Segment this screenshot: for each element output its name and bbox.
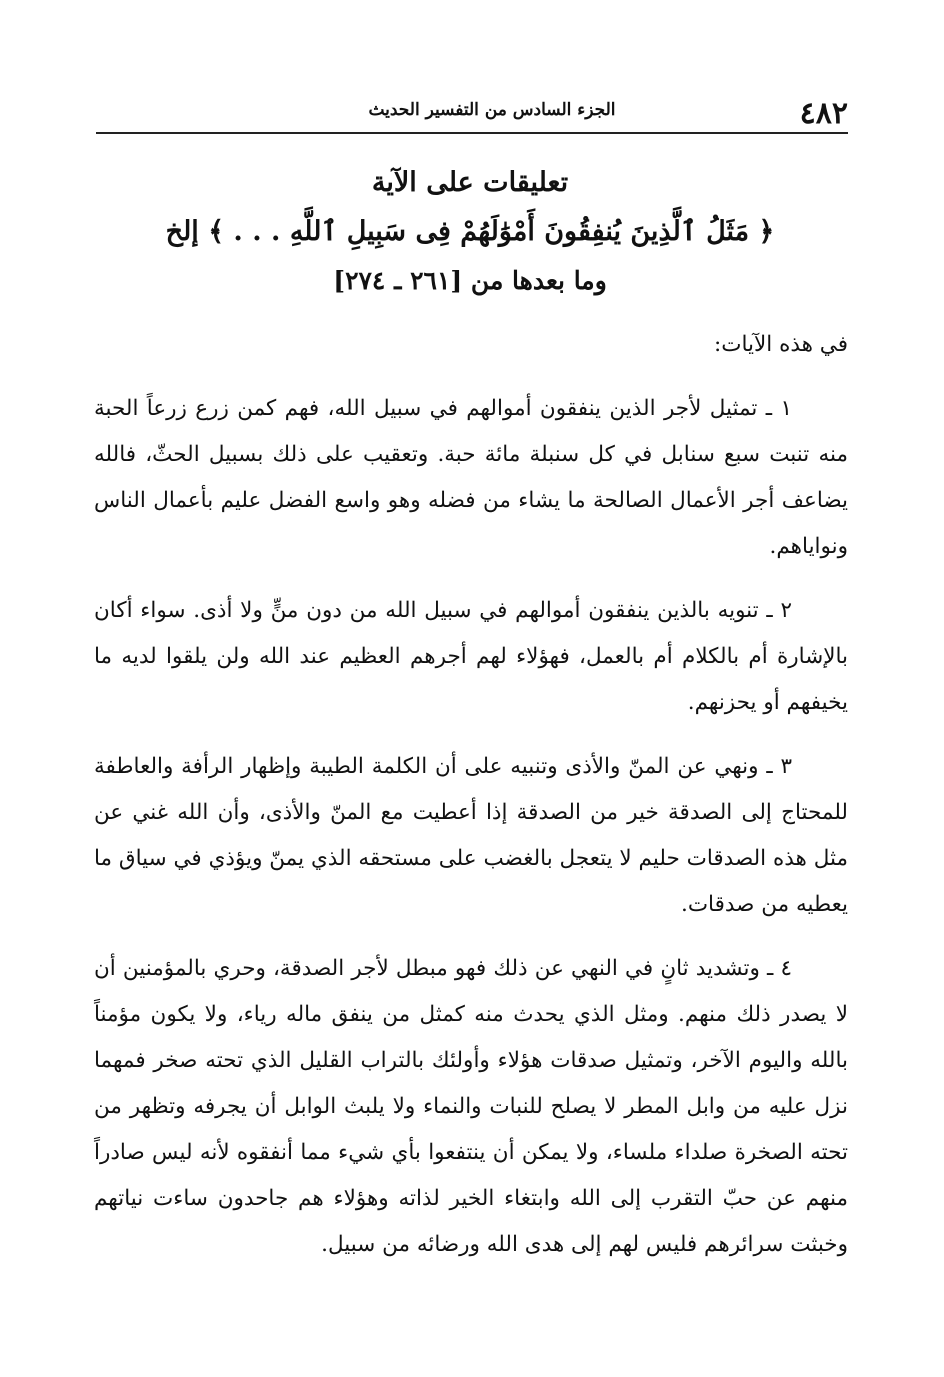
intro-line: في هذه الآيات: (713, 332, 848, 357)
body-text (94, 322, 848, 1286)
verse-range: وما بعدها من [٢٦١ ـ ٢٧٤] (333, 266, 607, 295)
section-title: تعليقات على الآية (371, 167, 569, 198)
paragraph-3: ٣ ـ ونهي عن المنّ والأذى وتنبيه على أن الكلمة الطيبة وإظهار الرأفة والعاطفة للمحتاج إلى الصدقة خير من الصدقة إذا أعطيت مع المنّ والأذى، وأن الله غني عن مثل هذه الصدقات حليم لا يتعجل بالغضب على مستحقه الذي يمنّ ويؤذي في سياق ما يعطيه من صدقات. (94, 754, 848, 917)
paragraph-2: ٢ ـ تنويه بالذين ينفقون أموالهم في سبيل الله من دون منٍّ ولا أذى. سواء أكان بالإشارة أم بالكلام أم بالعمل، فهؤلاء لهم أجرهم العظيم عند الله ولن يلقوا لديه ما يخيفهم أو يحزنهم. (94, 598, 848, 715)
page-number: ٤٨٢ (799, 96, 848, 131)
section-heading (150, 160, 790, 304)
paragraph-1: ١ ـ تمثيل لأجر الذين ينفقون أموالهم في سبيل الله، فهم كمن زرع زرعاً الحبة منه تنبت سبع سنابل في كل سنبلة مائة حبة. وتعقيب على ذلك بسبيل الحثّ، فالله يضاعف أجر الأعمال الصالحة ما يشاء من فضله وهو واسع الفضل عليم بأعمال الناس ونواياهم. (94, 396, 848, 559)
paragraph-4: ٤ ـ وتشديد ثانٍ في النهي عن ذلك فهو مبطل لأجر الصدقة، وحري بالمؤمنين أن لا يصدر ذلك منهم. ومثل الذي يحدث منه كمثل من ينفق ماله رياء، ولا يكون مؤمناً بالله واليوم الآخر، وتمثيل صدقات هؤلاء وأولئك بالتراب القليل الذي تحته صخر فمهما نزل عليه من وابل المطر لا يصلح للنبات والنماء ولا يلبث الوابل أن يجرفه وتظهر من تحته الصخرة صلداء ملساء، ولا يمكن أن ينتفعوا بأي شيء مما أنفقوه لأنه ليس صادراً منهم عن حبّ التقرب إلى الله وابتغاء الخير لذاته وهؤلاء هم جاحدون ساءت نياتهم وخبثت سرائرهم فليس لهم إلى هدى الله ورضائه من سبيل. (94, 956, 848, 1257)
running-title: الجزء السادس من التفسير الحديث (368, 100, 616, 120)
page-header (96, 92, 848, 134)
verse-quote: ﴿ مَثَلُ ٱلَّذِينَ يُنفِقُونَ أَمْوَٰلَهُمْ فِى سَبِيلِ ٱللَّهِ . . . ﴾ إلخ (165, 216, 775, 247)
